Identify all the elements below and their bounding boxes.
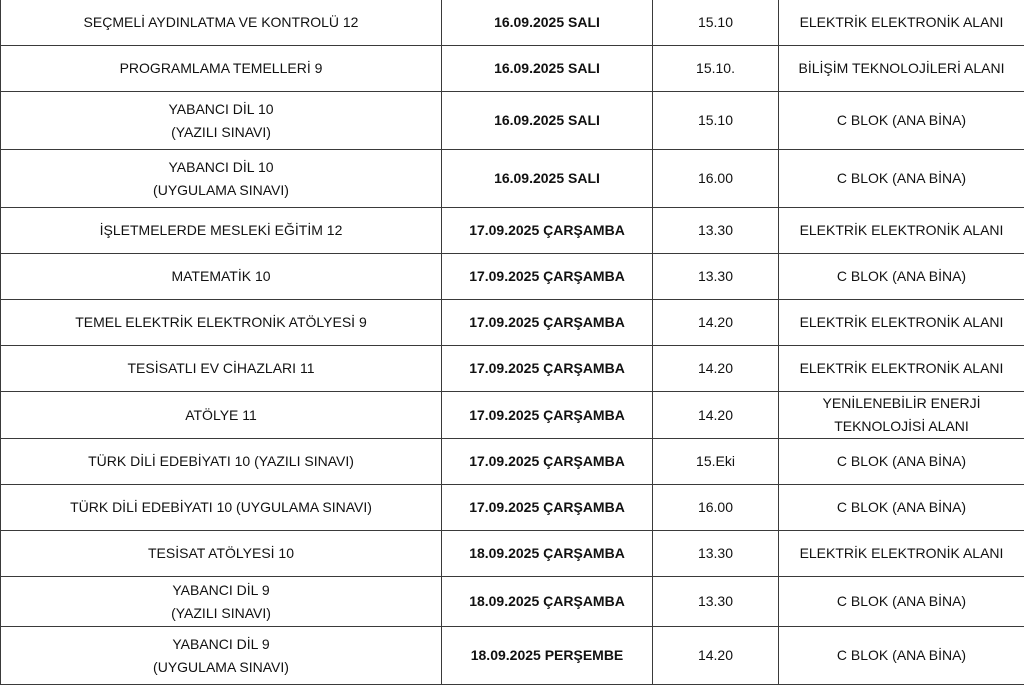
date-cell: 18.09.2025 ÇARŞAMBA — [442, 531, 653, 577]
course-cell — [1, 531, 442, 577]
table-row — [1, 92, 1024, 150]
place-cell — [779, 577, 1024, 627]
course-cell — [1, 92, 442, 150]
place-cell — [779, 0, 1024, 46]
place-cell — [779, 46, 1024, 92]
table-row — [1, 300, 1024, 346]
table-row — [1, 531, 1024, 577]
table-row — [1, 254, 1024, 300]
time-cell: 15.10 — [653, 92, 779, 150]
course-cell — [1, 254, 442, 300]
course-cell-line: SEÇMELİ AYDINLATMA VE KONTROLÜ 12 — [83, 14, 359, 30]
date-cell: 16.09.2025 SALI — [442, 46, 653, 92]
course-cell-line: TÜRK DİLİ EDEBİYATI 10 (YAZILI SINAVI) — [88, 453, 354, 469]
course-cell — [1, 346, 442, 392]
date-cell: 17.09.2025 ÇARŞAMBA — [442, 254, 653, 300]
time-cell: 13.30 — [653, 577, 779, 627]
place-cell — [779, 150, 1024, 208]
place-cell-line: C BLOK (ANA BİNA) — [836, 170, 967, 186]
place-cell-line: YENİLENEBİLİR ENERJİ — [822, 395, 981, 411]
table-row — [1, 485, 1024, 531]
course-cell-line: YABANCI DİL 10 — [168, 158, 274, 175]
course-cell — [1, 439, 442, 485]
place-cell — [779, 346, 1024, 392]
table-row — [1, 577, 1024, 627]
course-cell-line: YABANCI DİL 9 — [172, 581, 270, 598]
place-cell-line: ELEKTRİK ELEKTRONİK ALANI — [799, 14, 1004, 30]
time-cell: 14.20 — [653, 346, 779, 392]
table-row — [1, 0, 1024, 46]
course-cell-line: TEMEL ELEKTRİK ELEKTRONİK ATÖLYESİ 9 — [75, 314, 367, 330]
course-cell — [1, 208, 442, 254]
place-cell — [779, 300, 1024, 346]
course-cell-line: TESİSATLI EV CİHAZLARI 11 — [127, 360, 315, 376]
course-cell-line: MATEMATİK 10 — [171, 268, 271, 284]
course-cell-line: TESİSAT ATÖLYESİ 10 — [147, 545, 295, 561]
place-cell-line: C BLOK (ANA BİNA) — [836, 647, 967, 663]
date-cell: 17.09.2025 ÇARŞAMBA — [442, 208, 653, 254]
place-cell — [779, 531, 1024, 577]
place-cell-line: ELEKTRİK ELEKTRONİK ALANI — [799, 545, 1004, 561]
date-cell: 17.09.2025 ÇARŞAMBA — [442, 392, 653, 439]
date-cell: 16.09.2025 SALI — [442, 92, 653, 150]
place-cell-line: C BLOK (ANA BİNA) — [836, 499, 967, 515]
place-cell — [779, 627, 1024, 685]
course-cell — [1, 392, 442, 439]
place-cell-line: C BLOK (ANA BİNA) — [836, 112, 967, 128]
course-cell — [1, 0, 442, 46]
place-cell — [779, 392, 1024, 439]
schedule-rows — [1, 0, 1024, 685]
time-cell: 16.00 — [653, 150, 779, 208]
course-cell — [1, 46, 442, 92]
time-cell: 14.20 — [653, 300, 779, 346]
table-row — [1, 46, 1024, 92]
date-cell: 17.09.2025 ÇARŞAMBA — [442, 485, 653, 531]
course-cell — [1, 627, 442, 685]
time-cell: 15.Eki — [653, 439, 779, 485]
time-cell: 13.30 — [653, 208, 779, 254]
date-cell: 18.09.2025 ÇARŞAMBA — [442, 577, 653, 627]
place-cell-line: C BLOK (ANA BİNA) — [836, 268, 967, 284]
table-row — [1, 392, 1024, 439]
date-cell: 17.09.2025 ÇARŞAMBA — [442, 300, 653, 346]
date-cell: 17.09.2025 ÇARŞAMBA — [442, 439, 653, 485]
table-row — [1, 150, 1024, 208]
place-cell-line: TEKNOLOJİSİ ALANI — [834, 418, 969, 434]
place-cell — [779, 208, 1024, 254]
course-cell-line: YABANCI DİL 10 — [168, 100, 274, 117]
course-cell-line: ATÖLYE 11 — [185, 406, 257, 423]
place-cell-line: ELEKTRİK ELEKTRONİK ALANI — [799, 360, 1004, 376]
place-cell — [779, 439, 1024, 485]
place-cell-line: ELEKTRİK ELEKTRONİK ALANI — [799, 314, 1004, 330]
place-cell — [779, 485, 1024, 531]
course-cell — [1, 150, 442, 208]
date-cell: 16.09.2025 SALI — [442, 0, 653, 46]
place-cell-line: C BLOK (ANA BİNA) — [836, 453, 967, 469]
course-cell-line: TÜRK DİLİ EDEBİYATI 10 (UYGULAMA SINAVI) — [70, 499, 372, 515]
table-row — [1, 346, 1024, 392]
time-cell: 13.30 — [653, 254, 779, 300]
course-cell-line: (UYGULAMA SINAVI) — [153, 181, 289, 198]
place-cell — [779, 254, 1024, 300]
time-cell: 16.00 — [653, 485, 779, 531]
place-cell-line: C BLOK (ANA BİNA) — [836, 593, 967, 609]
time-cell: 15.10. — [653, 46, 779, 92]
date-cell: 17.09.2025 ÇARŞAMBA — [442, 346, 653, 392]
time-cell: 14.20 — [653, 392, 779, 439]
time-cell: 15.10 — [653, 0, 779, 46]
course-cell-line: YABANCI DİL 9 — [172, 635, 270, 652]
course-cell-line: İŞLETMELERDE MESLEKİ EĞİTİM 12 — [99, 222, 343, 238]
course-cell-line: (YAZILI SINAVI) — [171, 604, 271, 621]
date-cell: 16.09.2025 SALI — [442, 150, 653, 208]
time-cell: 13.30 — [653, 531, 779, 577]
course-cell — [1, 300, 442, 346]
place-cell-line: BİLİŞİM TEKNOLOJİLERİ ALANI — [798, 60, 1005, 76]
date-cell: 18.09.2025 PERŞEMBE — [442, 627, 653, 685]
place-cell — [779, 92, 1024, 150]
course-cell-line: (UYGULAMA SINAVI) — [153, 658, 289, 675]
course-cell — [1, 485, 442, 531]
course-cell-line: PROGRAMLAMA TEMELLERİ 9 — [119, 60, 323, 76]
table-row — [1, 627, 1024, 685]
place-cell-line: ELEKTRİK ELEKTRONİK ALANI — [799, 222, 1004, 238]
time-cell: 14.20 — [653, 627, 779, 685]
course-cell — [1, 577, 442, 627]
table-row — [1, 439, 1024, 485]
table-row — [1, 208, 1024, 254]
course-cell-line: (YAZILI SINAVI) — [171, 123, 271, 140]
